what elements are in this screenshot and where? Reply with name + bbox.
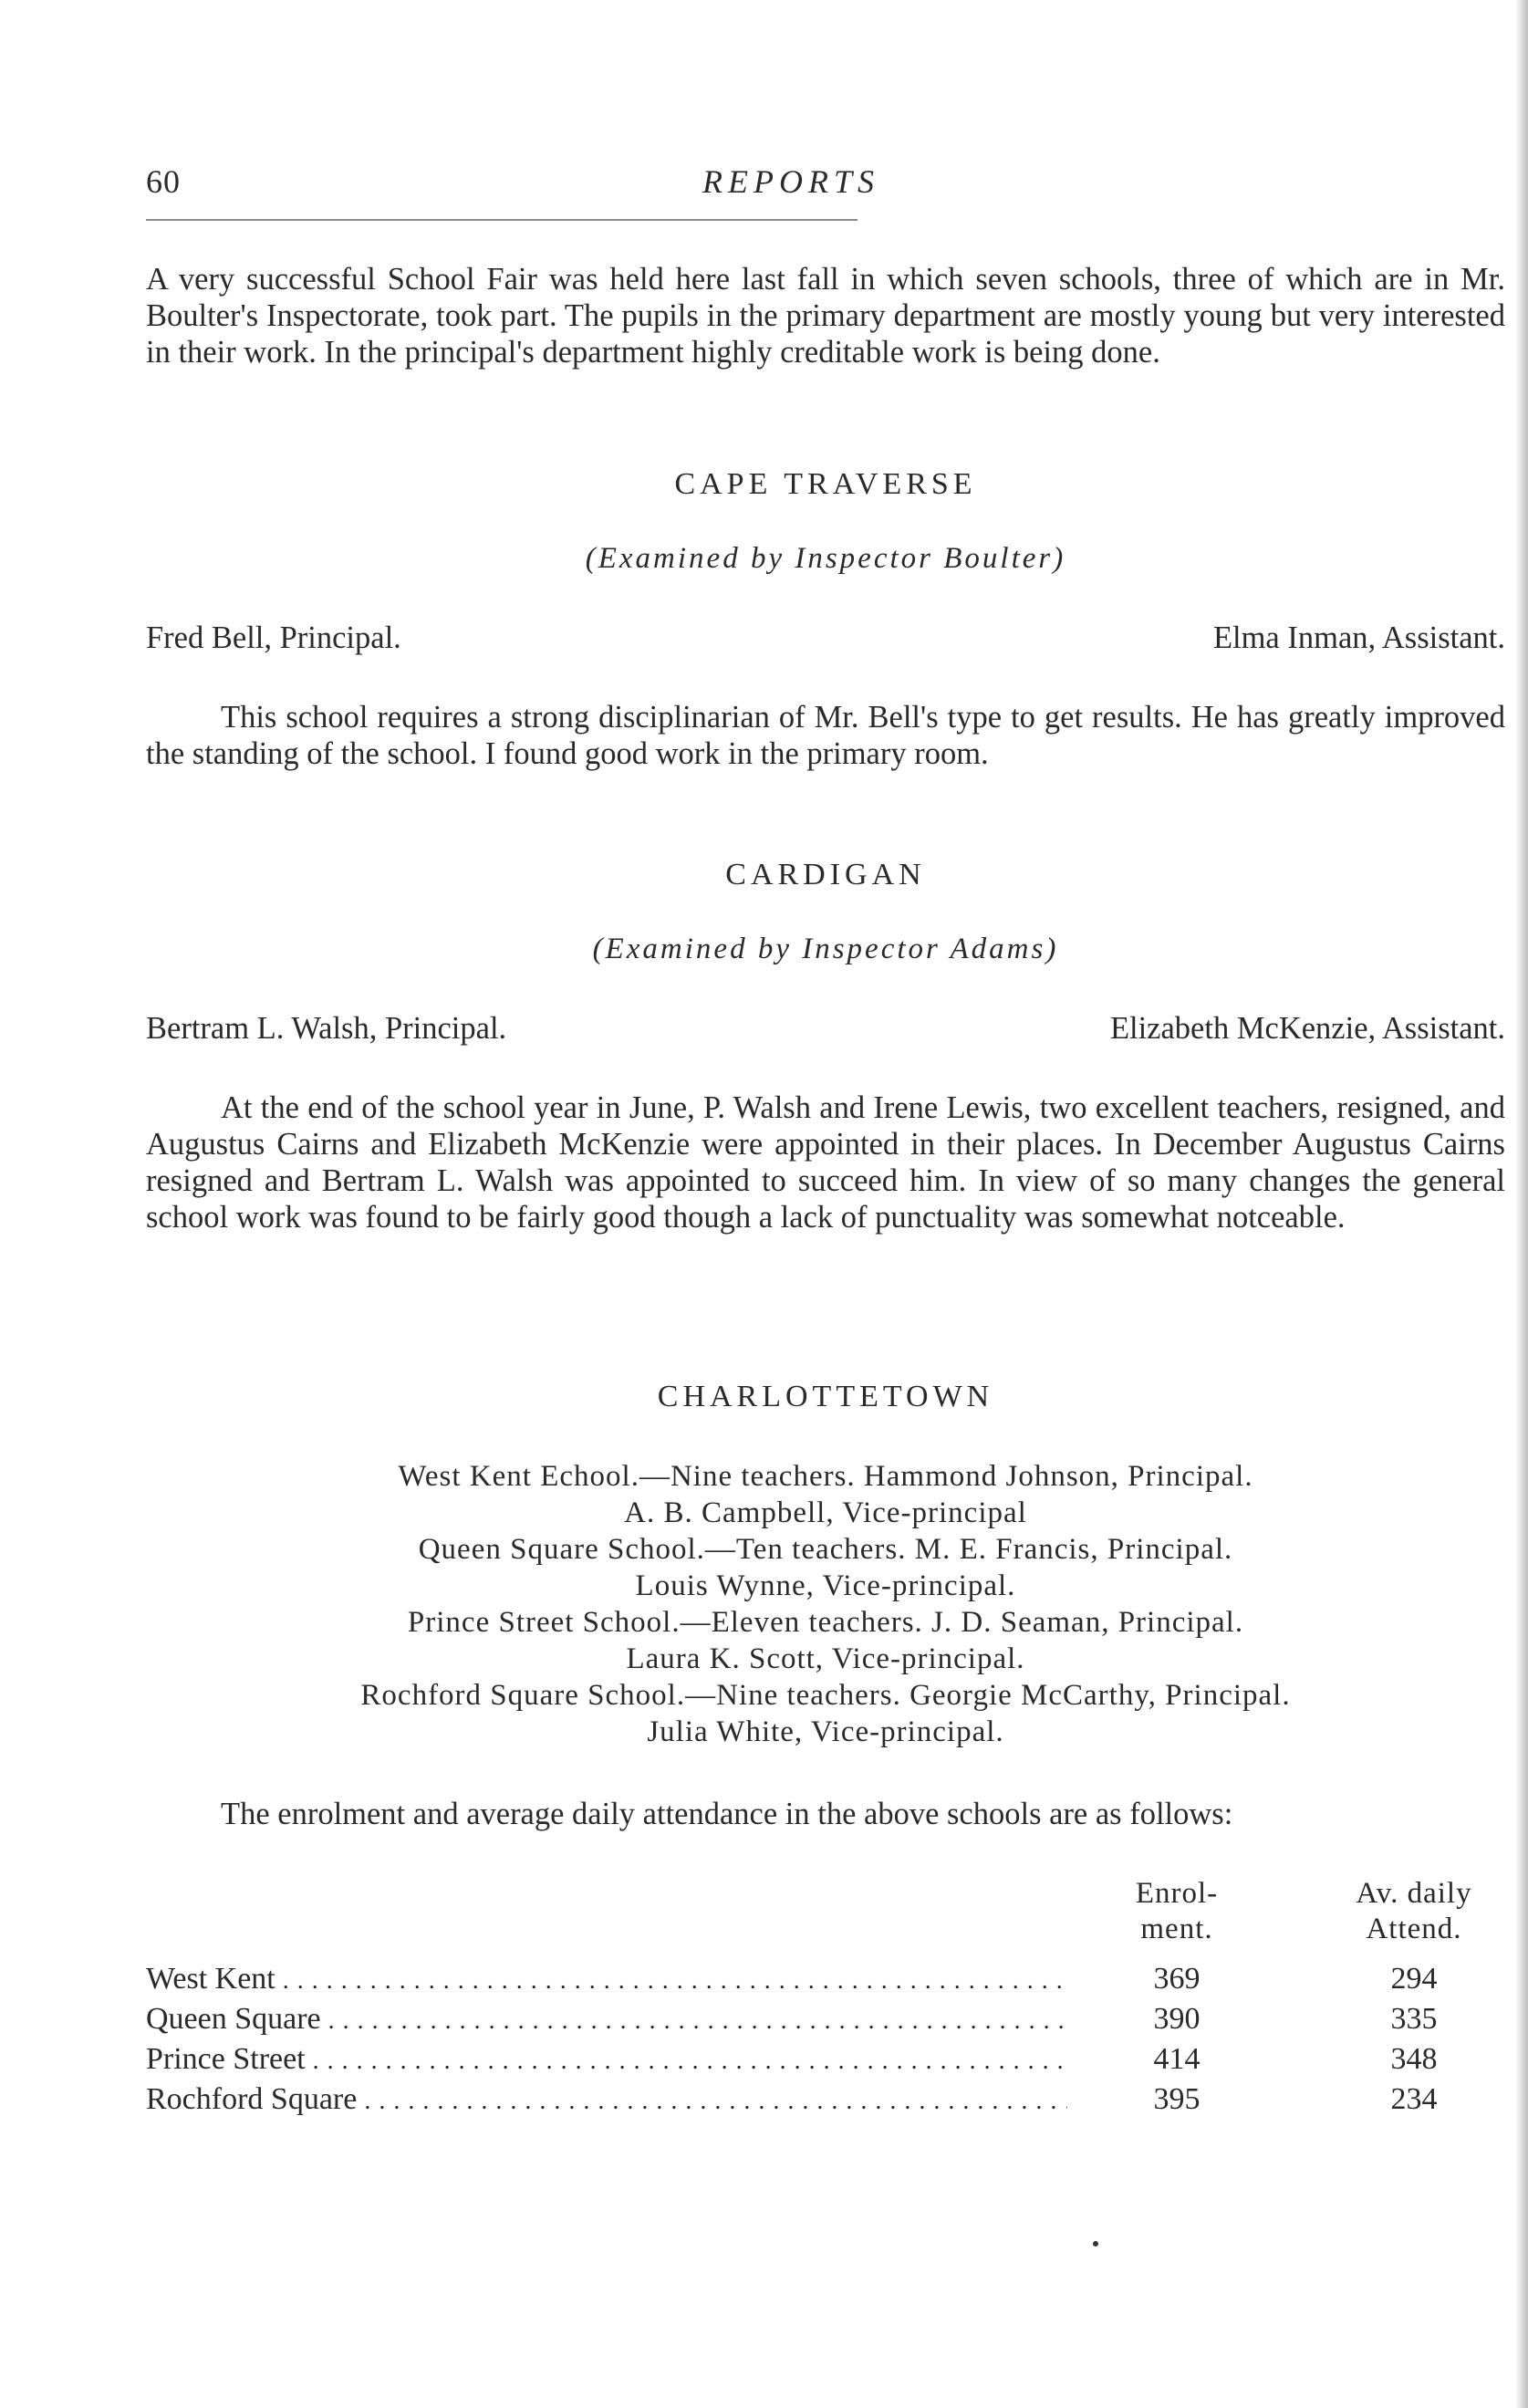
column-header-line: Attend. [1366,1913,1462,1945]
column-header-line: Enrol- [1135,1877,1219,1910]
school-line: Queen Square School.—Ten teachers. M. E. Francis, Principal. [418,1533,1233,1566]
enrolment-value: 414 [1153,2042,1201,2076]
attendance-value: 348 [1390,2042,1438,2076]
enrolment-value: 395 [1153,2082,1201,2116]
attendance-value: 234 [1390,2082,1438,2116]
page-edge-shadow [1515,0,1528,2408]
running-title: REPORTS [702,163,879,200]
school-line: Prince Street School.—Eleven teachers. J. D. Seaman, Principal. [407,1606,1244,1639]
intro-paragraph: A very successful School Fair was held here last fall in which seven schools, three of which are in Mr. Boulter's Inspectorate, took part. The pupils in the primary department are mostly young but very interested in their work. In the principal's department highly creditable work is being done. [146,262,1505,370]
enrolment-value: 369 [1153,1962,1201,1996]
report-cardigan: At the end of the school year in June, P. Walsh and Irene Lewis, two excellent teachers, resigned, and Augustus Cairns and Elizabeth McKenzie were appointed in their places. In December Augustus Cairns resigned and Bertram L. Walsh was appointed to succeed him. In view of so many changes the general school work was found to be fairly good though a lack of punctuality was somewhat notceable. [146,1090,1505,1235]
staff-line-cardigan [146,1011,1505,1051]
running-header [146,162,1505,217]
school-line: Julia White, Vice-principal. [647,1715,1004,1748]
staff-line-cape-traverse [146,620,1505,661]
column-header-line: Av. daily [1356,1877,1472,1910]
examined-by-cape-traverse: (Examined by Inspector Boulter) [585,542,1066,575]
principal-name: Fred Bell, Principal. [146,620,401,655]
table-row [146,2002,1505,2042]
examined-by-cardigan: (Examined by Inspector Adams) [592,933,1059,965]
table-row [146,1962,1505,2002]
school-line: Louis Wynne, Vice-principal. [635,1569,1016,1602]
school-line: West Kent Echool.—Nine teachers. Hammond Johnson, Principal. [398,1460,1253,1493]
report-cape-traverse: This school requires a strong disciplinarian of Mr. Bell's type to get results. He has greatly improved the standing of the school. I found good work in the primary room. [146,700,1505,771]
print-speck [1093,2241,1098,2246]
attendance-column-header [1332,1876,1496,1947]
page-number: 60 [146,163,181,200]
enrolment-intro: The enrolment and average daily attendance in the above schools are as follows: [221,1797,1233,1831]
table-row [146,2082,1505,2122]
school-line: Rochford Square School.—Nine teachers. Georgie McCarthy, Principal. [360,1679,1291,1712]
enrolment-value: 390 [1153,2002,1201,2036]
assistant-name: Elma Inman, Assistant. [1212,620,1505,655]
school-line: Laura K. Scott, Vice-principal. [626,1642,1025,1675]
school-name: Prince Street . . . [146,2042,1067,2077]
table-row [146,2042,1505,2082]
school-line: A. B. Campbell, Vice-principal [624,1496,1027,1529]
enrolment-column-header [1113,1876,1241,1947]
school-name: West Kent . . . [146,1962,1067,1996]
school-name: Queen Square . . . [146,2002,1067,2037]
assistant-name: Elizabeth McKenzie, Assistant. [1109,1011,1505,1046]
document-page [146,146,1505,2372]
section-title-cardigan: CARDIGAN [725,858,926,891]
attendance-value: 294 [1390,1962,1438,1996]
column-header-line: ment. [1140,1913,1213,1945]
principal-name: Bertram L. Walsh, Principal. [146,1011,507,1046]
section-title-cape-traverse: CAPE TRAVERSE [674,467,977,501]
section-title-charlottetown: CHARLOTTETOWN [657,1380,994,1413]
attendance-value: 335 [1390,2002,1438,2036]
school-name: Rochford Square . . . [146,2082,1067,2117]
header-rule [146,219,858,221]
